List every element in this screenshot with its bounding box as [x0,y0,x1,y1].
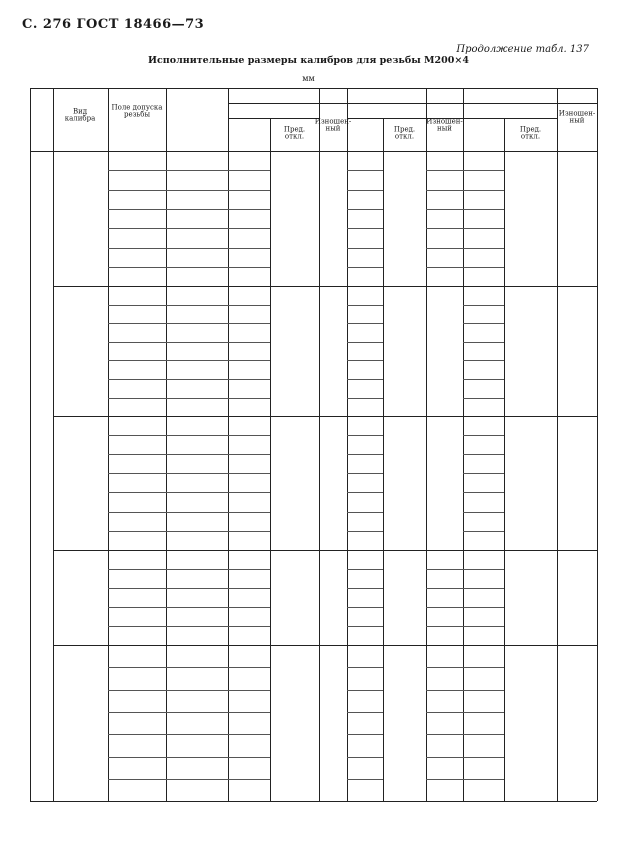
grid-hline [228,103,597,104]
grid-vline [270,118,271,801]
grid-vline [347,88,348,801]
grid-hline [108,779,270,780]
grid-hline [463,473,504,474]
grid-hline [347,342,383,343]
grid-hline [228,118,319,119]
header-iznoshenny: Изношен- ный [558,109,596,125]
grid-hline [347,398,383,399]
grid-hline [426,569,463,570]
grid-hline [108,342,270,343]
grid-hline [347,360,383,361]
grid-hline [108,228,270,229]
grid-hline [463,607,504,608]
header-pred-otkl: Пред. откл. [519,125,542,141]
grid-vline [166,88,167,801]
header-pole-dopuska: Поле допуска резьбы [111,103,163,119]
grid-hline [53,416,597,417]
grid-vline [228,88,229,801]
header-vid-kalibra: Вид калибра [64,107,96,123]
grid-hline [426,712,463,713]
grid-hline [463,379,504,380]
grid-hline [463,267,504,268]
grid-vline [557,88,558,801]
grid-hline [463,757,504,758]
grid-hline [347,228,383,229]
grid-hline [53,550,597,551]
grid-hline [108,435,270,436]
grid-hline [463,712,504,713]
grid-hline [108,305,270,306]
grid-hline [463,209,504,210]
units-label: мм [302,74,315,83]
grid-hline [426,607,463,608]
grid-hline [347,588,383,589]
grid-hline [463,690,504,691]
grid-hline [347,667,383,668]
grid-hline [426,248,463,249]
grid-hline [347,569,383,570]
grid-hline [463,626,504,627]
grid-hline [463,588,504,589]
grid-hline [108,607,270,608]
grid-hline [347,626,383,627]
grid-hline [108,267,270,268]
grid-hline [347,323,383,324]
grid-hline [30,151,597,152]
grid-hline [426,757,463,758]
grid-vline [426,88,427,801]
grid-hline [108,170,270,171]
grid-hline [108,531,270,532]
grid-hline [463,170,504,171]
grid-hline [347,190,383,191]
grid-hline [347,492,383,493]
grid-hline [347,712,383,713]
grid-hline [426,588,463,589]
grid-hline [108,757,270,758]
grid-hline [463,492,504,493]
grid-hline [347,779,383,780]
grid-hline [426,267,463,268]
calibre-table [30,88,597,801]
grid-vline [108,88,109,801]
grid-hline [426,734,463,735]
grid-hline [108,454,270,455]
grid-hline [463,779,504,780]
grid-vline [597,88,598,801]
grid-hline [463,435,504,436]
grid-hline [463,305,504,306]
grid-hline [347,209,383,210]
grid-hline [463,454,504,455]
grid-hline [108,569,270,570]
grid-hline [347,512,383,513]
header-pred-otkl: Пред. откл. [283,125,306,141]
grid-hline [108,588,270,589]
grid-hline [426,228,463,229]
grid-hline [347,267,383,268]
grid-hline [426,190,463,191]
grid-hline [108,209,270,210]
grid-hline [108,734,270,735]
grid-hline [108,248,270,249]
grid-hline [426,209,463,210]
grid-hline [347,305,383,306]
grid-hline [347,454,383,455]
grid-hline [463,667,504,668]
grid-hline [30,88,597,89]
grid-hline [463,342,504,343]
grid-hline [463,248,504,249]
grid-vline [383,118,384,801]
grid-vline [30,88,31,801]
page-number-standard: С. 276 ГОСТ 18466—73 [22,17,205,32]
grid-hline [347,435,383,436]
grid-hline [426,779,463,780]
grid-hline [463,190,504,191]
header-iznoshenny: Изношен- ный [314,117,352,133]
grid-hline [463,734,504,735]
grid-hline [463,360,504,361]
grid-hline [463,228,504,229]
grid-hline [30,801,597,802]
grid-vline [53,88,54,801]
grid-hline [108,512,270,513]
grid-hline [108,360,270,361]
grid-hline [426,690,463,691]
grid-hline [463,512,504,513]
grid-hline [53,645,597,646]
grid-hline [108,712,270,713]
grid-hline [108,473,270,474]
grid-vline [463,88,464,801]
grid-hline [347,690,383,691]
grid-hline [426,626,463,627]
grid-hline [347,473,383,474]
grid-hline [53,286,597,287]
grid-hline [463,398,504,399]
grid-hline [463,323,504,324]
header-pred-otkl: Пред. откл. [393,125,416,141]
grid-hline [108,667,270,668]
grid-hline [426,667,463,668]
grid-hline [347,248,383,249]
grid-hline [463,569,504,570]
grid-hline [426,170,463,171]
grid-hline [347,531,383,532]
grid-hline [347,734,383,735]
grid-hline [463,118,557,119]
table-continuation: Продолжение табл. 137 [456,44,589,55]
grid-hline [347,170,383,171]
grid-hline [347,379,383,380]
grid-hline [108,323,270,324]
grid-vline [504,118,505,801]
grid-hline [108,626,270,627]
grid-hline [347,757,383,758]
header-iznoshenny: Изношен- ный [426,117,463,133]
grid-hline [108,379,270,380]
grid-vline [319,88,320,801]
grid-hline [463,531,504,532]
grid-hline [108,398,270,399]
grid-hline [347,607,383,608]
table-title: Исполнительные размеры калибров для резьбы М200×4 [148,55,469,66]
grid-hline [108,492,270,493]
grid-hline [108,690,270,691]
grid-hline [108,190,270,191]
